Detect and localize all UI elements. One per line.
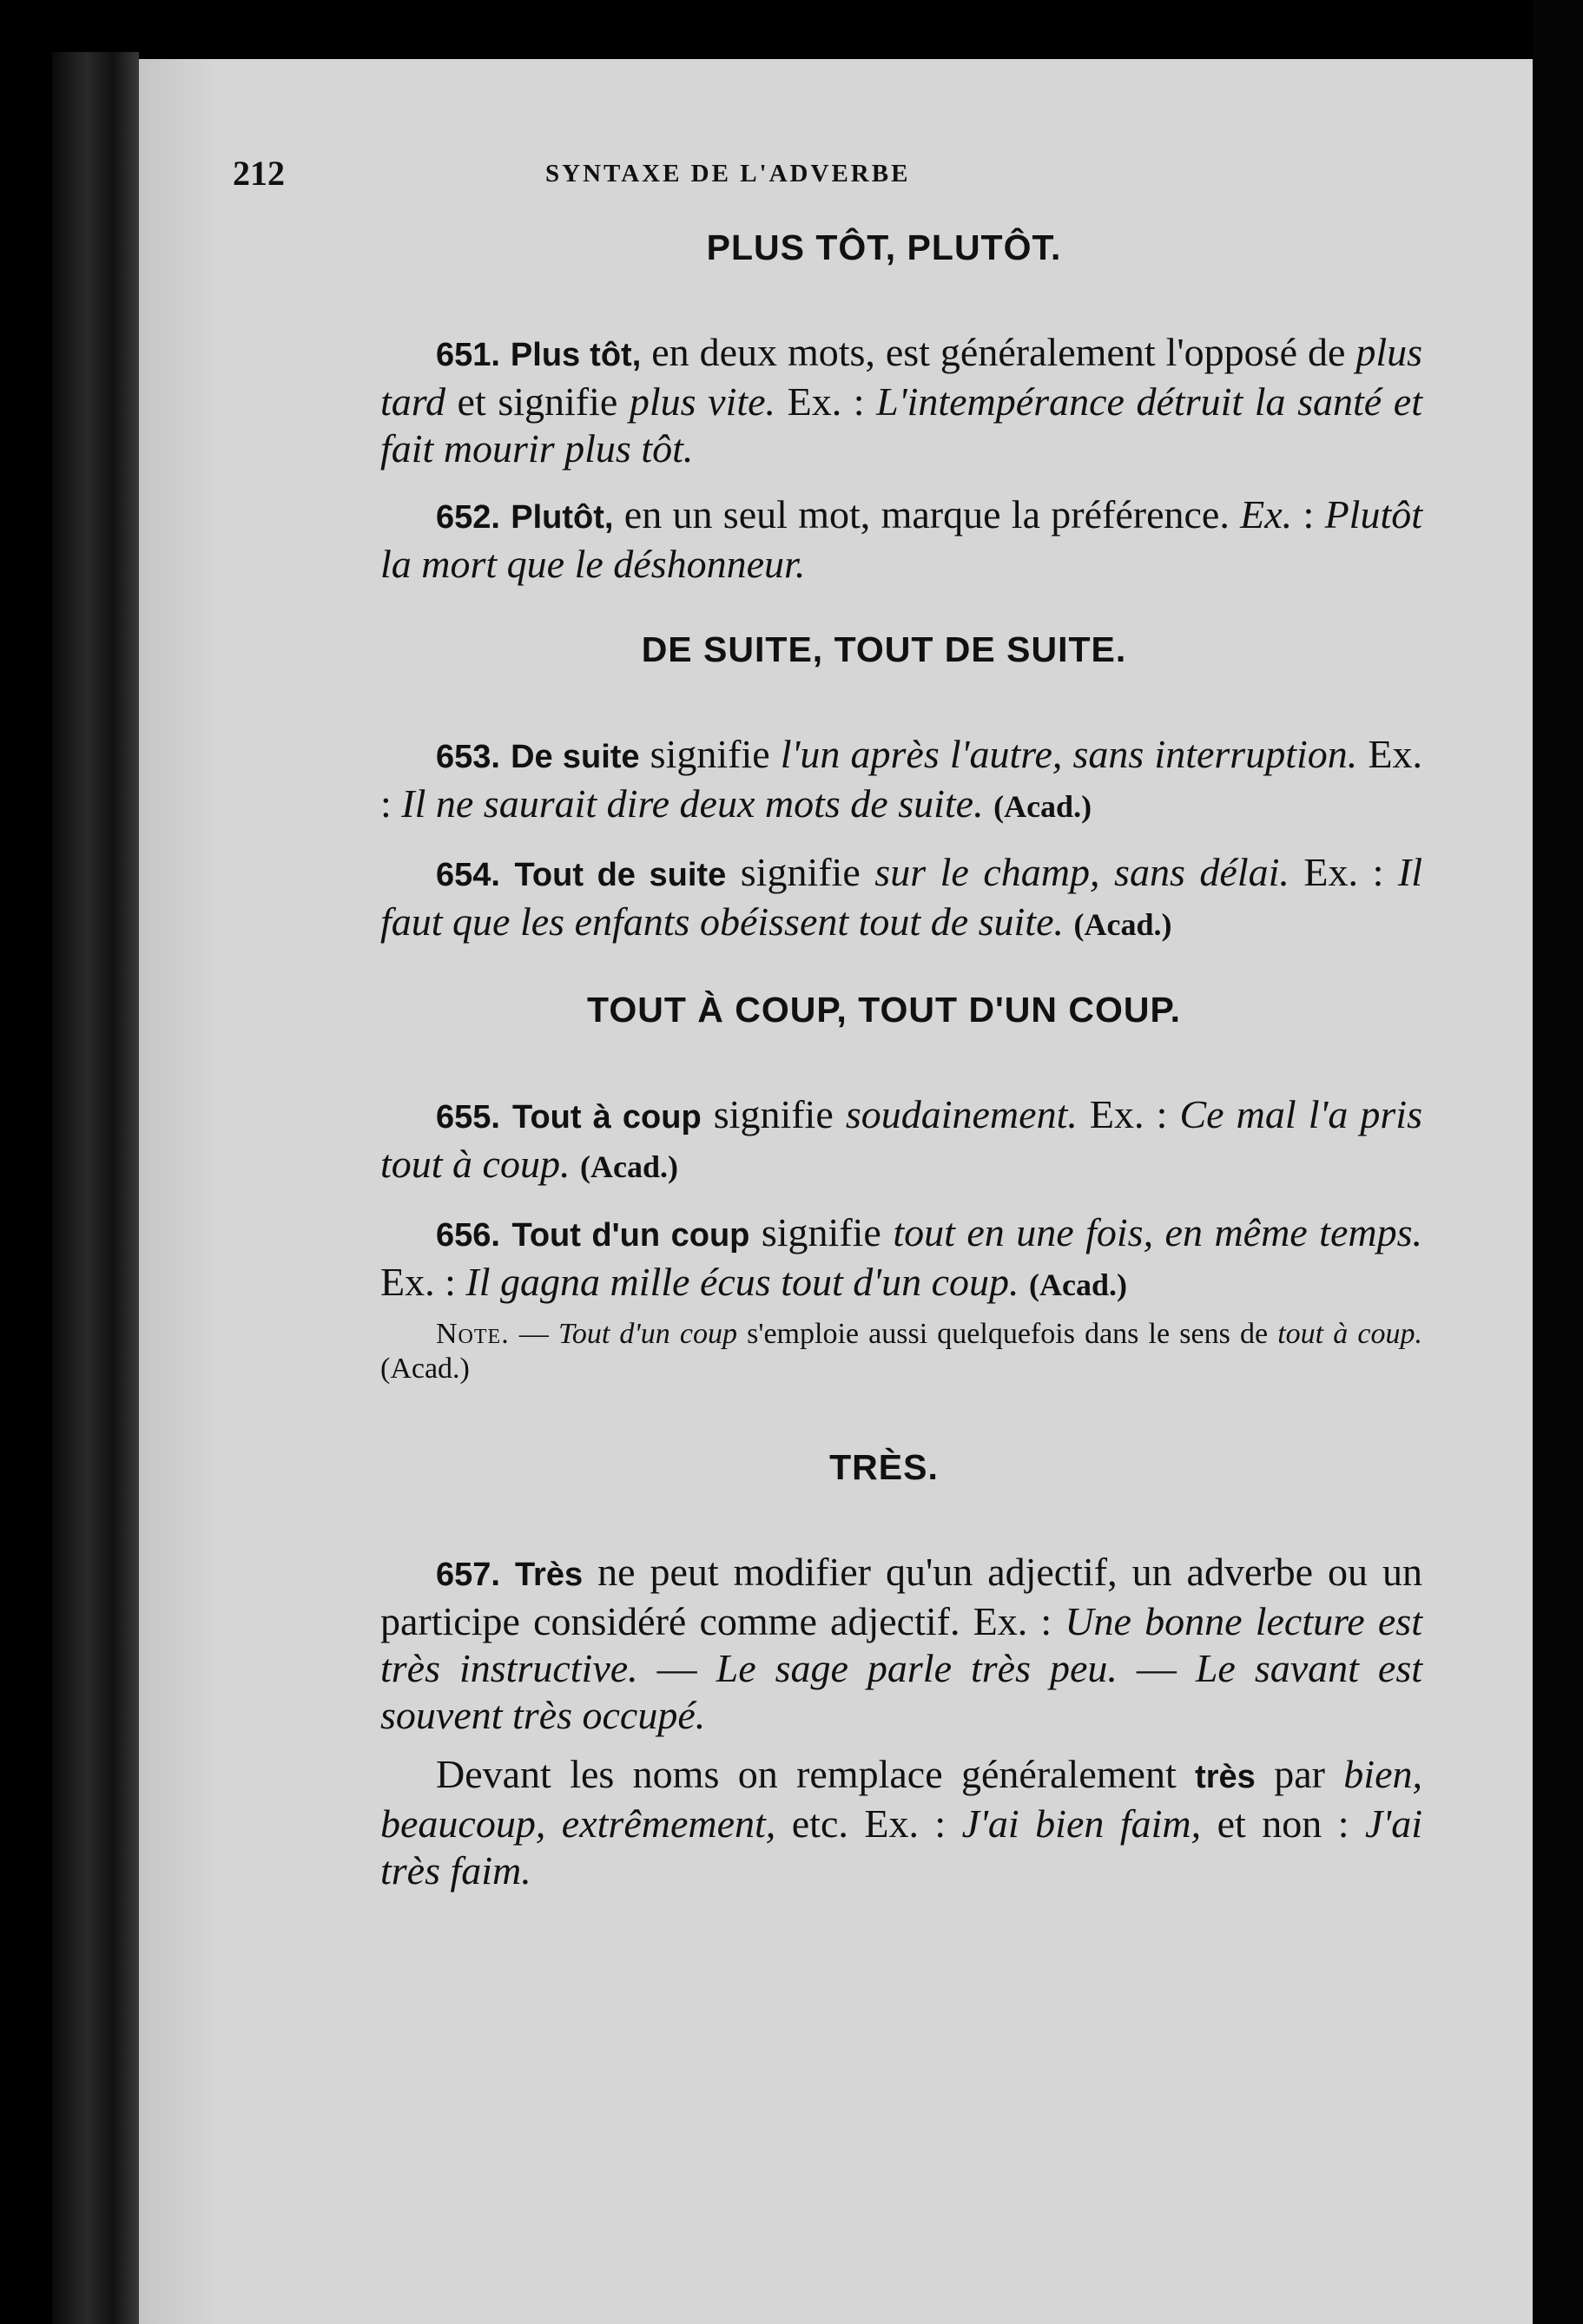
right-page-edge — [1533, 0, 1583, 2324]
text: — — [1117, 1646, 1196, 1690]
keyword: Tout de suite — [514, 857, 727, 893]
section-heading-plus-tot: PLUS TÔT, PLUTÔT. — [706, 227, 1062, 267]
example-text: J'ai très faim. — [380, 1801, 1422, 1893]
paragraph-devant — [233, 1751, 1422, 1894]
text: etc. Ex. : — [775, 1801, 962, 1846]
section-heading-tout-a-coup: TOUT À COUP, TOUT D'UN COUP. — [587, 990, 1181, 1030]
keyword: Tout d'un coup — [511, 1217, 750, 1254]
paragraph-number: 653. — [436, 739, 500, 775]
source-citation: (Acad.) — [993, 789, 1092, 824]
keyword: Très — [514, 1557, 584, 1593]
keyword: De suite — [511, 739, 640, 775]
paragraph-657 — [233, 1549, 1422, 1739]
text: Ex. : — [1289, 850, 1398, 894]
text: signifie — [726, 850, 875, 894]
paragraph-654 — [233, 849, 1422, 948]
italic-text: l'un après l'autre, sans interruption. — [780, 732, 1358, 776]
example-text: Le sage parle très peu. — [716, 1646, 1118, 1690]
text: signifie — [639, 732, 781, 776]
source-citation: (Acad.) — [579, 1149, 678, 1184]
paragraph-number: 657. — [436, 1557, 500, 1593]
keyword: Plus tôt, — [510, 337, 642, 373]
text: Ex. : — [380, 1260, 466, 1304]
example-text: Il gagna mille écus tout d'un coup. — [465, 1260, 1019, 1304]
italic-text: plus tard — [380, 330, 1422, 424]
example-text: Plutôt la mort que le déshonneur. — [380, 492, 1423, 586]
paragraph-656 — [233, 1209, 1422, 1308]
example-text: L'intempérance détruit la santé et fait mourir plus tôt. — [380, 379, 1422, 471]
italic-text: Tout d'un coup — [558, 1318, 737, 1350]
text: s'emploie aussi quelquefois dans le sens de — [736, 1318, 1278, 1350]
text: : — [1292, 492, 1325, 537]
paragraph-number: 654. — [436, 857, 500, 893]
italic-text: Ex. — [1240, 492, 1293, 537]
paragraph-number: 656. — [436, 1217, 500, 1254]
example-text: Il faut que les enfants obéissent tout de suite. — [380, 850, 1423, 944]
keyword: Plutôt, — [511, 499, 614, 536]
text: signifie — [749, 1210, 894, 1254]
keyword: très — [1195, 1759, 1256, 1795]
text: Ex. : — [380, 732, 1422, 826]
text: en deux mots, est généralement l'opposé de — [641, 330, 1356, 374]
text: par — [1255, 1752, 1344, 1796]
running-head — [233, 153, 1422, 205]
page-content — [233, 153, 1422, 1894]
example-text: Le savant est souvent très occupé. — [380, 1646, 1422, 1737]
text: — — [637, 1646, 716, 1690]
italic-text: tout en une fois, en même temps. — [893, 1210, 1422, 1254]
note-paragraph — [233, 1317, 1422, 1386]
example-text: Ce mal l'a pris tout à coup. — [380, 1092, 1422, 1186]
note-label: Note. — [436, 1318, 510, 1350]
keyword: Tout à coup — [512, 1099, 702, 1136]
section-heading-tres: TRÈS. — [829, 1447, 939, 1487]
paragraph-number: 651. — [436, 337, 500, 373]
text: ne peut modifier qu'un adjectif, un adverbe ou un participe considéré comme adjectif. Ex. : — [380, 1550, 1423, 1643]
text: et non : — [1201, 1801, 1365, 1846]
running-title: SYNTAXE DE L'ADVERBE — [545, 160, 911, 188]
paragraph-652 — [233, 491, 1422, 588]
text: Ex. : — [1077, 1092, 1180, 1136]
italic-text: soudainement. — [845, 1092, 1078, 1136]
source-citation: (Acad.) — [380, 1353, 470, 1385]
italic-text: sur le champ, sans délai. — [874, 850, 1289, 894]
italic-text: tout à coup. — [1277, 1318, 1423, 1350]
text: — — [509, 1318, 559, 1350]
paragraph-number: 655. — [436, 1099, 500, 1136]
paragraph-655 — [233, 1091, 1422, 1190]
italic-text: bien, beaucoup, extrêmement, — [380, 1752, 1422, 1846]
example-text: Il ne saurait dire deux mots de suite. — [401, 781, 984, 826]
paragraph-653 — [233, 731, 1422, 830]
section-heading-de-suite: DE SUITE, TOUT DE SUITE. — [641, 629, 1127, 669]
book-spine — [52, 52, 139, 2324]
source-citation: (Acad.) — [1073, 907, 1172, 942]
page-number: 212 — [233, 154, 285, 193]
example-text: J'ai bien faim, — [961, 1801, 1202, 1846]
italic-text: plus vite. — [629, 379, 776, 424]
text: en un seul mot, marque la préférence. — [613, 492, 1241, 537]
example-text: Une bonne lecture est très instructive. — [380, 1599, 1422, 1690]
text: Devant les noms on remplace généralement — [436, 1752, 1196, 1796]
paragraph-number: 652. — [436, 499, 500, 536]
text: Ex. : — [775, 379, 877, 424]
text: et signifie — [445, 379, 630, 424]
paragraph-651 — [233, 329, 1422, 472]
source-citation: (Acad.) — [1029, 1267, 1128, 1302]
text: signifie — [701, 1092, 846, 1136]
